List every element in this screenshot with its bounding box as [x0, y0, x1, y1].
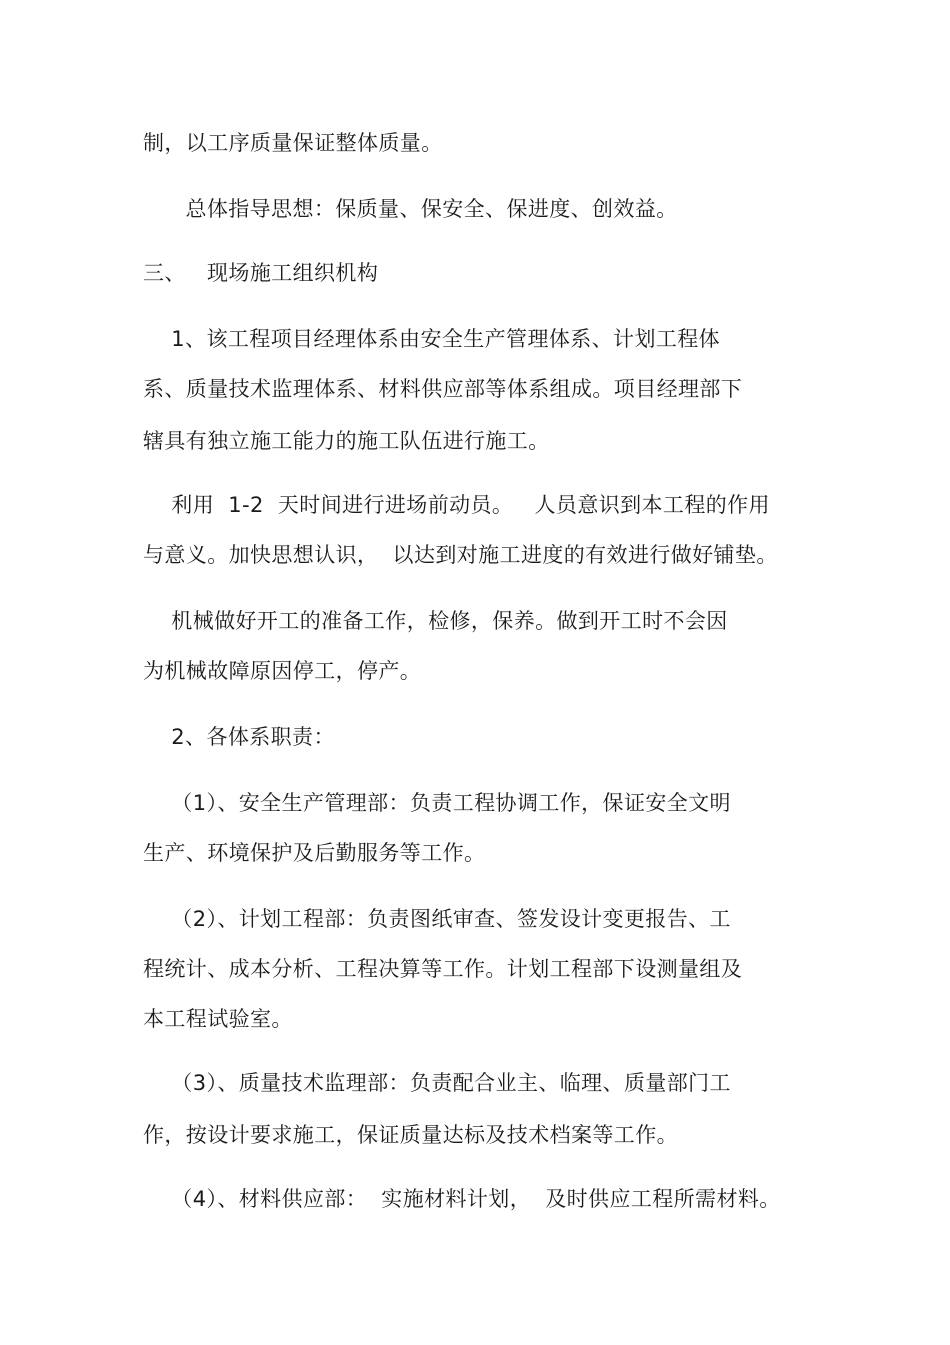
paragraph-line: 程统计、成本分析、工程决算等工作。计划工程部下设测量组及: [143, 957, 743, 981]
paragraph-line: 辖具有独立施工能力的施工队伍进行施工。: [143, 429, 550, 453]
paragraph-line: 本工程试验室。: [143, 1007, 293, 1031]
paragraph-line: 1、该工程项目经理体系由安全生产管理体系、计划工程体: [143, 327, 721, 351]
section-heading: 三、 现场施工组织机构: [143, 261, 379, 285]
paragraph-line: （1）、安全生产管理部：负责工程协调工作，保证安全文明: [143, 791, 731, 815]
paragraph-line: （2）、计划工程部：负责图纸审查、签发设计变更报告、工: [143, 907, 731, 931]
subsection-heading: 2、各体系职责：: [143, 725, 335, 749]
paragraph-line: 制，以工序质量保证整体质量。: [143, 131, 443, 155]
paragraph-line: （3）、质量技术监理部：负责配合业主、临理、质量部门工: [143, 1071, 731, 1095]
paragraph-line: 生产、环境保护及后勤服务等工作。: [143, 841, 486, 865]
paragraph-line: 机械做好开工的准备工作，检修，保养。做到开工时不会因: [143, 609, 728, 633]
paragraph-line: 作，按设计要求施工，保证质量达标及技术档案等工作。: [143, 1123, 678, 1147]
paragraph-line: 利用 1-2 天时间进行进场前动员。 人员意识到本工程的作用: [143, 493, 770, 517]
paragraph-line: 为机械故障原因停工，停产。: [143, 659, 422, 683]
paragraph-line: （4）、材料供应部： 实施材料计划， 及时供应工程所需材料。: [143, 1187, 781, 1211]
guiding-idea-line: 总体指导思想：保质量、保安全、保进度、创效益。: [143, 197, 678, 221]
paragraph-line: 系、质量技术监理体系、材料供应部等体系组成。项目经理部下: [143, 377, 743, 401]
paragraph-line: 与意义。加快思想认识， 以达到对施工进度的有效进行做好铺垫。: [143, 543, 778, 567]
